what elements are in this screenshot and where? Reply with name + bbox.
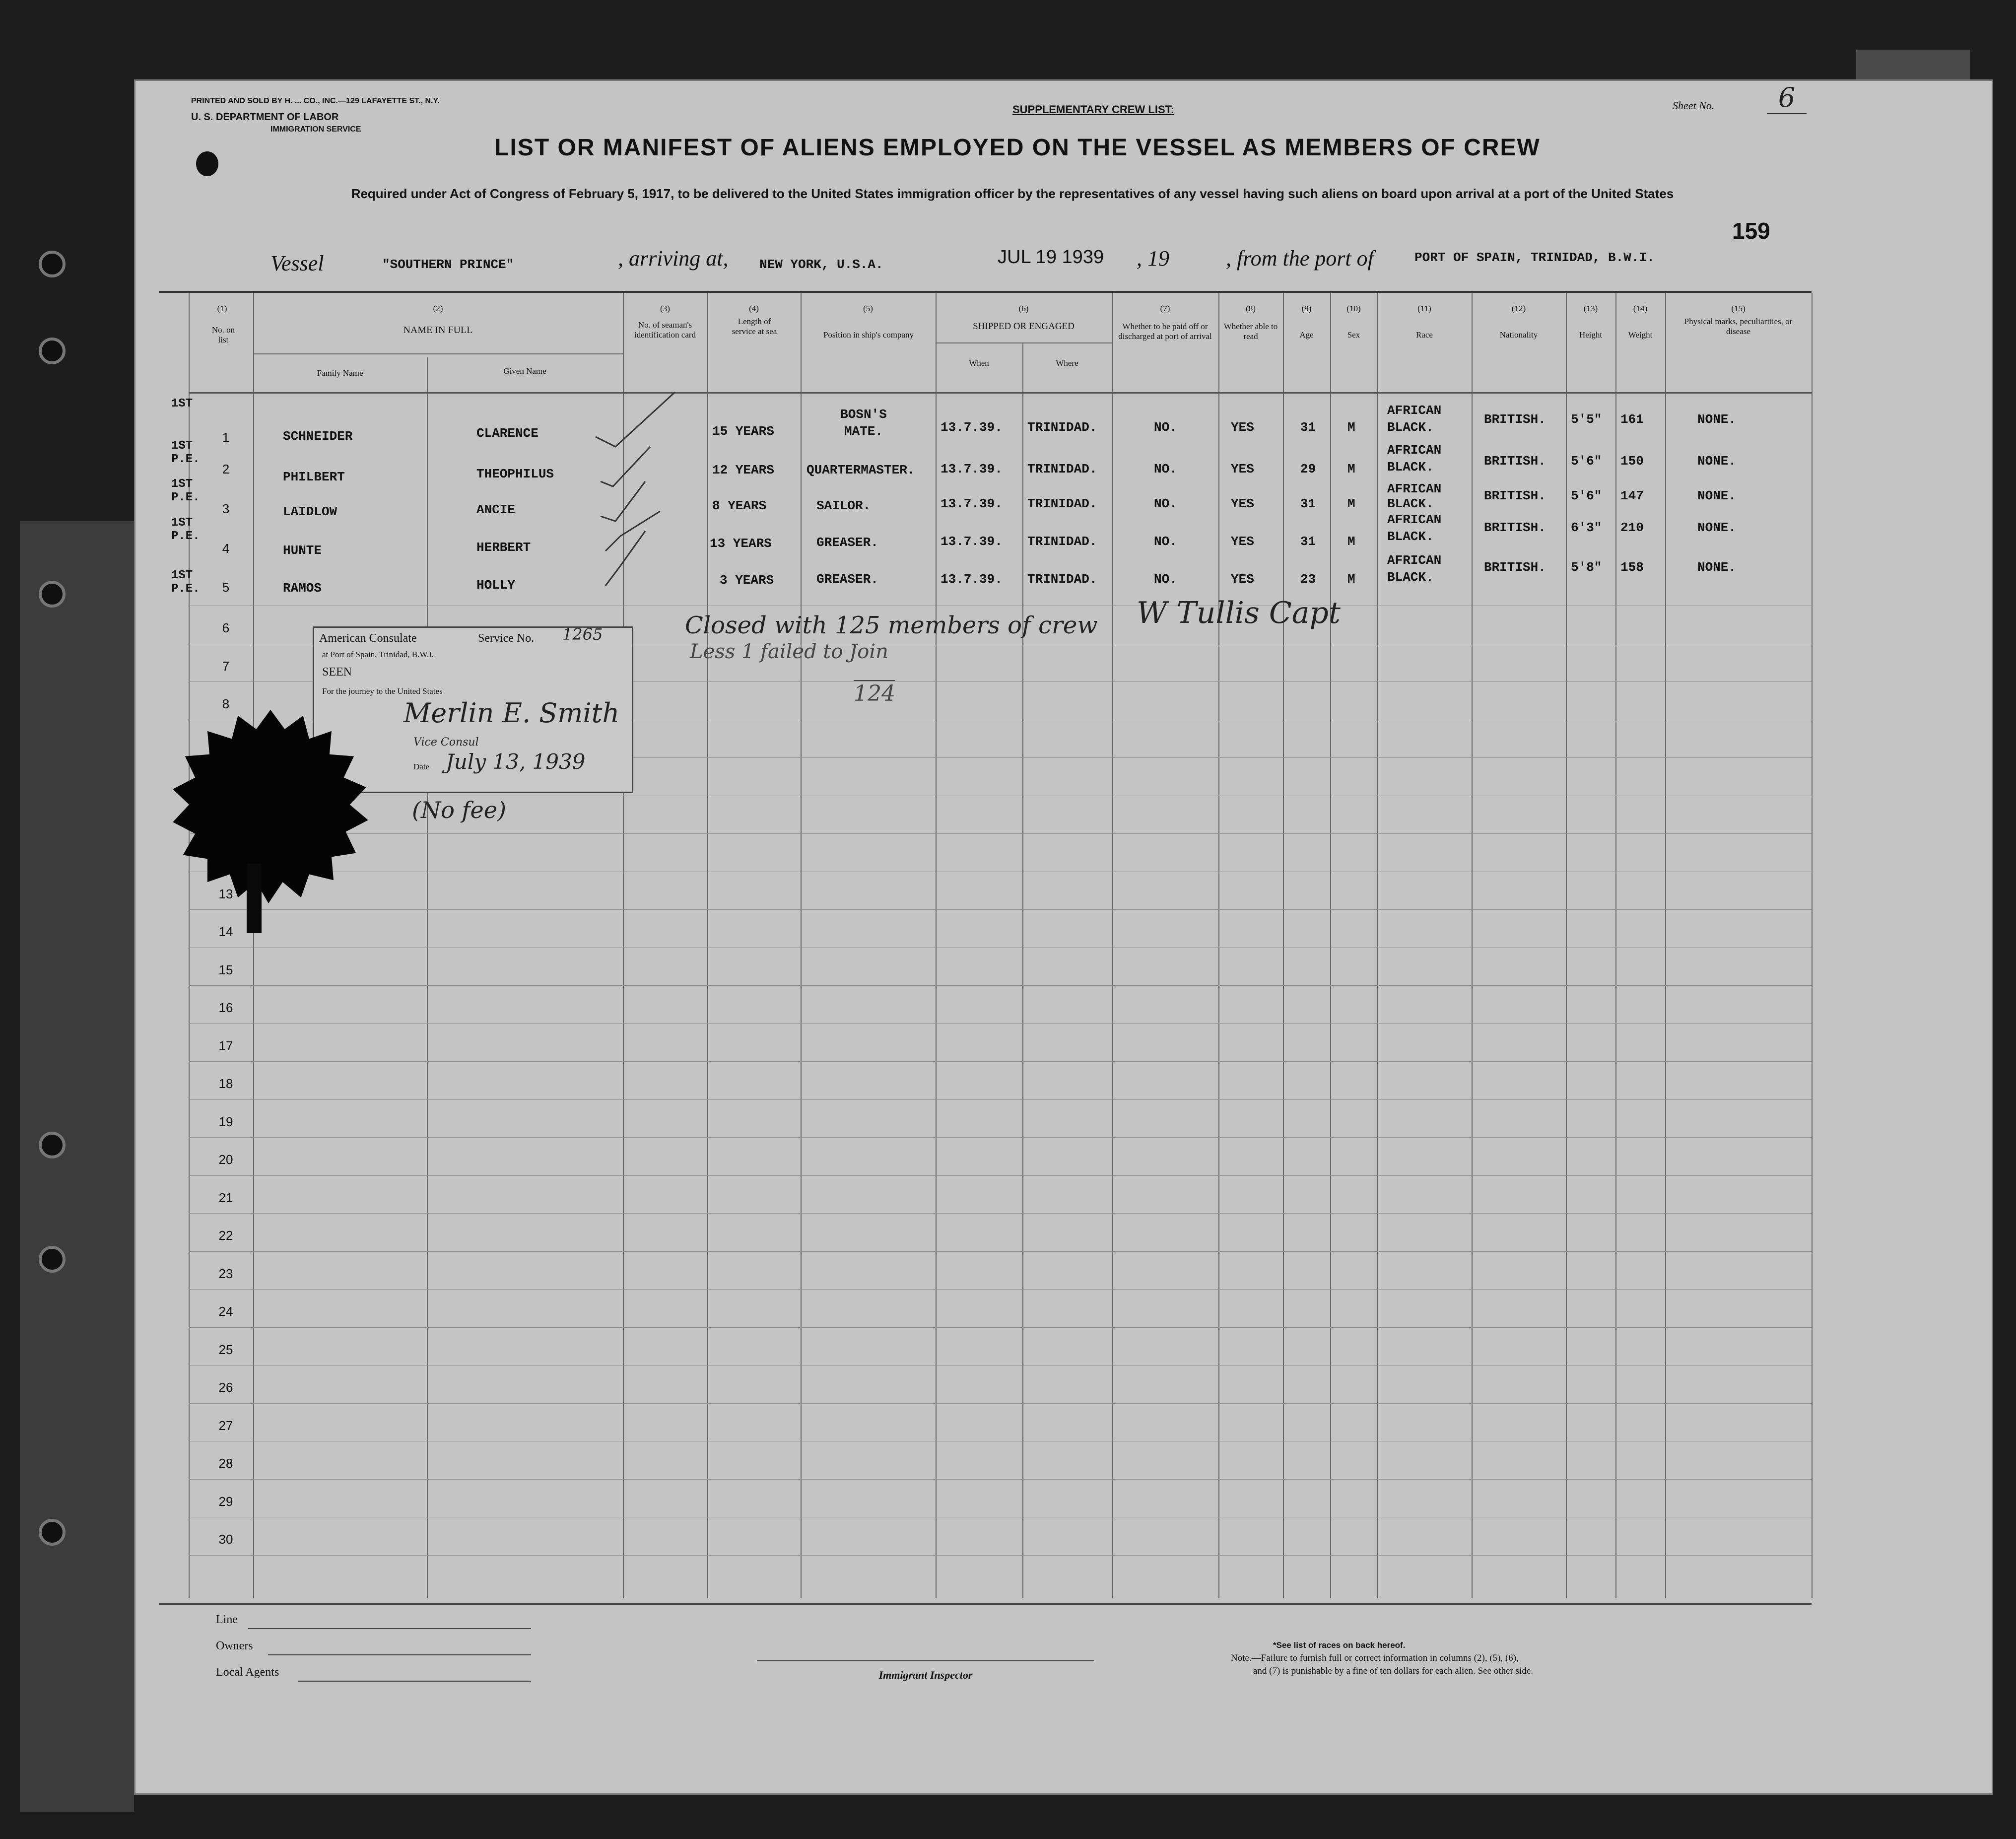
col9-header: Age xyxy=(1299,330,1314,340)
family-name: LAIDLOW xyxy=(283,504,337,519)
ink-blot xyxy=(196,151,218,176)
department-line: U. S. DEPARTMENT OF LABOR xyxy=(191,112,339,123)
vessel-name: "SOUTHERN PRINCE" xyxy=(382,257,514,272)
printer-note: PRINTED AND SOLD BY H. ... CO., INC.—129 LAFAYETTE ST., N.Y. xyxy=(191,97,440,105)
footer-rule xyxy=(159,1603,1812,1605)
col6-header: SHIPPED OR ENGAGED xyxy=(973,321,1075,332)
height: 5'5" xyxy=(1571,412,1602,427)
col4-header: Length of service at sea xyxy=(732,317,777,336)
grid-line xyxy=(1112,293,1113,1598)
grid-line xyxy=(1377,293,1378,1598)
col10-number: (10) xyxy=(1346,304,1361,313)
col7-number: (7) xyxy=(1160,304,1170,313)
given-name: CLARENCE xyxy=(476,426,538,441)
height: 5'6" xyxy=(1571,454,1602,469)
shipped-where: TRINIDAD. xyxy=(1027,572,1097,587)
seal-ribbon xyxy=(247,864,262,933)
binder-hole xyxy=(39,338,66,364)
col1-number: (1) xyxy=(217,304,227,313)
stamp-location: at Port of Spain, Trinidad, B.W.I. xyxy=(322,650,434,659)
no-fee-note: (No fee) xyxy=(412,797,506,823)
row-class: 1ST P.E. xyxy=(171,477,200,504)
row-number: 4 xyxy=(222,541,230,556)
ship-position: GREASER. xyxy=(816,572,878,587)
grid-line xyxy=(1615,293,1616,1598)
grid-line xyxy=(1218,293,1219,1598)
column-header-rule xyxy=(189,392,1812,394)
footer-agents-blank xyxy=(298,1681,531,1682)
consulate-stamp xyxy=(313,626,633,793)
age: 29 xyxy=(1300,462,1316,477)
grid-line xyxy=(936,293,937,1598)
paid-off: NO. xyxy=(1154,420,1177,435)
col6-number: (6) xyxy=(1018,304,1029,313)
footer-owners-label: Owners xyxy=(216,1639,253,1652)
binder-hole xyxy=(39,251,66,277)
row-number: 5 xyxy=(222,580,230,595)
stamp-title: Vice Consul xyxy=(413,736,479,749)
col5-number: (5) xyxy=(863,304,873,313)
family-name: RAMOS xyxy=(283,581,322,596)
stamp-service-number: 1265 xyxy=(562,625,603,644)
race: AFRICAN BLACK. xyxy=(1387,403,1442,435)
where-header: Where xyxy=(1056,358,1078,368)
physical-marks: NONE. xyxy=(1697,488,1737,503)
col14-number: (14) xyxy=(1633,304,1648,313)
row-number: 27 xyxy=(218,1418,233,1433)
sex: M xyxy=(1347,572,1355,587)
height: 5'8" xyxy=(1571,560,1602,575)
service-line: IMMIGRATION SERVICE xyxy=(270,125,361,134)
age: 23 xyxy=(1300,572,1316,587)
shipped-where: TRINIDAD. xyxy=(1027,462,1097,477)
arriving-label: , arriving at, xyxy=(618,246,729,271)
departure-port: PORT OF SPAIN, TRINIDAD, B.W.I. xyxy=(1414,250,1655,265)
when-header: When xyxy=(969,358,989,368)
family-name: SCHNEIDER xyxy=(283,429,353,444)
col15-header: Physical marks, peculiarities, or disease xyxy=(1684,317,1793,336)
shipped-where: TRINIDAD. xyxy=(1027,534,1097,549)
binder-hole xyxy=(39,1246,66,1273)
col10-header: Sex xyxy=(1347,330,1360,340)
footer-line-label: Line xyxy=(216,1613,238,1626)
row-number: 8 xyxy=(222,696,230,711)
manifest-page xyxy=(134,79,1993,1795)
given-name: HERBERT xyxy=(476,540,531,555)
col2-number: (2) xyxy=(433,304,443,313)
less-note: Less 1 failed to Join xyxy=(690,640,888,663)
sex: M xyxy=(1347,420,1355,435)
ruled-line xyxy=(189,1289,1812,1290)
col3-header: No. of seaman's identification card xyxy=(634,320,696,340)
grid-line xyxy=(801,293,802,1598)
service-length: 8 YEARS xyxy=(712,498,767,513)
name-subheader-rule xyxy=(253,353,623,354)
consul-signature: Merlin E. Smith xyxy=(403,697,620,729)
binder-hole xyxy=(39,1132,66,1158)
ruled-line xyxy=(189,985,1812,986)
row-number: 7 xyxy=(222,658,230,674)
ruled-line xyxy=(189,1099,1812,1100)
row-number: 18 xyxy=(218,1076,233,1091)
service-length: 13 YEARS xyxy=(710,536,772,551)
paid-off: NO. xyxy=(1154,534,1177,549)
col11-header: Race xyxy=(1416,330,1433,340)
row-number: 23 xyxy=(218,1266,233,1281)
binder-flap xyxy=(20,521,134,1812)
row-number: 15 xyxy=(218,962,233,977)
row-class: 1ST P.E. xyxy=(171,516,200,543)
service-length: 12 YEARS xyxy=(712,463,774,477)
row-number: 30 xyxy=(218,1532,233,1547)
row-number: 14 xyxy=(218,924,233,939)
shipped-when: 13.7.39. xyxy=(941,462,1003,477)
given-name: ANCIE xyxy=(476,502,516,517)
closed-note: Closed with 125 members of crew xyxy=(685,612,1098,639)
col4-number: (4) xyxy=(749,304,759,313)
row-number: 16 xyxy=(218,1000,233,1015)
row-number: 2 xyxy=(222,462,230,477)
arriving-port: NEW YORK, U.S.A. xyxy=(759,257,883,272)
footer-agents-label: Local Agents xyxy=(216,1666,279,1679)
row-class: 1ST P.E. xyxy=(171,569,200,596)
ruled-line xyxy=(189,1061,1812,1062)
arrival-date: JUL 19 1939 xyxy=(998,247,1104,268)
nationality: BRITISH. xyxy=(1484,560,1546,575)
physical-marks: NONE. xyxy=(1697,560,1737,575)
col12-number: (12) xyxy=(1511,304,1526,313)
ruled-line xyxy=(189,909,1812,910)
row-number: 19 xyxy=(218,1114,233,1129)
physical-marks: NONE. xyxy=(1697,454,1737,469)
grid-line xyxy=(1283,293,1284,1598)
col11-number: (11) xyxy=(1417,304,1431,313)
physical-marks: NONE. xyxy=(1697,520,1737,535)
grid-line xyxy=(1812,293,1813,1598)
inspector-label: Immigrant Inspector xyxy=(878,1669,973,1681)
row-class: 1ST xyxy=(171,397,193,410)
ruled-line xyxy=(189,1137,1812,1138)
row-number: 29 xyxy=(218,1494,233,1509)
row-number: 17 xyxy=(218,1038,233,1053)
family-name: HUNTE xyxy=(283,543,322,558)
ruled-line xyxy=(189,1175,1812,1176)
race: AFRICAN BLACK. xyxy=(1387,553,1442,585)
grid-line xyxy=(1566,293,1567,1598)
grid-line xyxy=(1330,293,1331,1598)
row-number: 13 xyxy=(218,886,233,901)
col13-header: Height xyxy=(1579,330,1603,340)
sex: M xyxy=(1347,496,1355,511)
paid-off: NO. xyxy=(1154,572,1177,587)
col14-header: Weight xyxy=(1628,330,1653,340)
height: 6'3" xyxy=(1571,520,1602,535)
grid-line xyxy=(427,357,428,1598)
col12-header: Nationality xyxy=(1499,330,1538,340)
stamp-seen: SEEN xyxy=(322,666,352,679)
inspector-signature-line xyxy=(757,1660,1094,1661)
stamp-service-label: Service No. xyxy=(478,632,535,645)
weight: 158 xyxy=(1620,560,1644,575)
able-to-read: YES xyxy=(1231,496,1254,511)
row-number: 25 xyxy=(218,1342,233,1357)
ship-position: BOSN'S MATE. xyxy=(840,407,887,439)
family-name: PHILBERT xyxy=(283,470,345,484)
weight: 147 xyxy=(1620,488,1644,503)
ruled-line xyxy=(189,1213,1812,1214)
height: 5'6" xyxy=(1571,488,1602,503)
sex: M xyxy=(1347,462,1355,477)
ruled-line xyxy=(189,833,1812,834)
nationality: BRITISH. xyxy=(1484,412,1546,427)
grid-line xyxy=(253,293,254,1598)
col15-number: (15) xyxy=(1731,304,1746,313)
page-subtitle: Required under Act of Congress of February 5, 1917, to be delivered to the United States immigration officer by the representatives of any vessel having such aliens on board upon arrival at a port of the United States xyxy=(351,186,1674,201)
row-number: 21 xyxy=(218,1190,233,1205)
footer-line-blank xyxy=(248,1628,531,1629)
grid-line xyxy=(707,293,708,1598)
nationality: BRITISH. xyxy=(1484,454,1546,469)
sheet-label: Sheet No. xyxy=(1673,99,1715,112)
given-name: HOLLY xyxy=(476,578,516,593)
col3-number: (3) xyxy=(660,304,670,313)
footer-owners-blank xyxy=(268,1654,531,1655)
ruled-line xyxy=(189,1023,1812,1024)
col1-header: No. on list xyxy=(211,325,235,344)
ruled-line xyxy=(189,1251,1812,1252)
race: AFRICAN BLACK. xyxy=(1387,481,1442,511)
footer-note-line1: Note.—Failure to furnish full or correct information in columns (2), (5), (6), xyxy=(1231,1653,1519,1663)
ship-position: SAILOR. xyxy=(816,498,871,513)
stamp-date: July 13, 1939 xyxy=(446,749,586,774)
stamp-date-label: Date xyxy=(413,762,430,771)
row-number: 28 xyxy=(218,1456,233,1471)
captain-signature: W Tullis Capt xyxy=(1137,596,1341,630)
paid-off: NO. xyxy=(1154,496,1177,511)
ship-position: QUARTERMASTER. xyxy=(806,463,915,477)
binder-hole xyxy=(39,1519,66,1546)
grid-line xyxy=(1665,293,1666,1598)
footer-note-line2: and (7) is punishable by a fine of ten dollars for each alien. See other side. xyxy=(1253,1666,1534,1676)
weight: 161 xyxy=(1620,412,1644,427)
shipped-when: 13.7.39. xyxy=(941,496,1003,511)
col8-header: Whether able to read xyxy=(1223,322,1278,341)
stamp-journey: For the journey to the United States xyxy=(322,686,443,696)
nationality: BRITISH. xyxy=(1484,520,1546,535)
grid-line xyxy=(1472,293,1473,1598)
age: 31 xyxy=(1300,534,1316,549)
page-number: 159 xyxy=(1732,218,1770,244)
footer-note-races: *See list of races on back hereof. xyxy=(1273,1640,1406,1650)
given-name-header: Given Name xyxy=(503,366,546,376)
shipped-where: TRINIDAD. xyxy=(1027,496,1097,511)
shipped-where: TRINIDAD. xyxy=(1027,420,1097,435)
physical-marks: NONE. xyxy=(1697,412,1737,427)
given-name: THEOPHILUS xyxy=(476,467,554,481)
col2-header: NAME IN FULL xyxy=(403,325,473,336)
row-number: 26 xyxy=(218,1380,233,1395)
col5-header: Position in ship's company xyxy=(823,330,914,340)
ship-position: GREASER. xyxy=(816,535,878,550)
sheet-number: 6 xyxy=(1767,82,1807,114)
able-to-read: YES xyxy=(1231,420,1254,435)
shipped-when: 13.7.39. xyxy=(941,534,1003,549)
check-marks xyxy=(586,387,685,586)
shipped-when: 13.7.39. xyxy=(941,572,1003,587)
col8-number: (8) xyxy=(1246,304,1256,313)
sex: M xyxy=(1347,534,1355,549)
row-number: 20 xyxy=(218,1152,233,1167)
paid-off: NO. xyxy=(1154,462,1177,477)
row-number: 3 xyxy=(222,501,230,516)
weight: 150 xyxy=(1620,454,1644,469)
able-to-read: YES xyxy=(1231,534,1254,549)
able-to-read: YES xyxy=(1231,462,1254,477)
shipped-subheader-rule xyxy=(936,342,1112,343)
age: 31 xyxy=(1300,496,1316,511)
binder-hole xyxy=(39,581,66,608)
service-length: 15 YEARS xyxy=(712,424,774,439)
able-to-read: YES xyxy=(1231,572,1254,587)
ruled-line xyxy=(189,1555,1812,1556)
from-label: , from the port of xyxy=(1226,246,1374,271)
shipped-when: 13.7.39. xyxy=(941,420,1003,435)
ruled-line xyxy=(189,1403,1812,1404)
row-class: 1ST P.E. xyxy=(171,439,200,466)
ruled-line xyxy=(189,1327,1812,1328)
weight: 210 xyxy=(1620,520,1644,535)
supplementary-label: SUPPLEMENTARY CREW LIST: xyxy=(1012,103,1174,116)
total-note: 124 xyxy=(854,681,895,706)
row-number: 22 xyxy=(218,1228,233,1243)
row-number: 1 xyxy=(222,430,230,445)
grid-line xyxy=(1022,342,1023,1598)
age: 31 xyxy=(1300,420,1316,435)
nationality: BRITISH. xyxy=(1484,488,1546,503)
race: AFRICAN BLACK. xyxy=(1387,512,1442,544)
year-label: , 19 xyxy=(1137,246,1169,271)
col13-number: (13) xyxy=(1583,304,1598,313)
row-number: 6 xyxy=(222,620,230,635)
race: AFRICAN BLACK. xyxy=(1387,443,1442,475)
col7-header: Whether to be paid off or discharged at port of arrival xyxy=(1118,322,1212,341)
ruled-line xyxy=(189,1479,1812,1480)
page-title: LIST OR MANIFEST OF ALIENS EMPLOYED ON THE VESSEL AS MEMBERS OF CREW xyxy=(494,135,1541,161)
stamp-consulate: American Consulate xyxy=(319,632,417,645)
family-name-header: Family Name xyxy=(317,368,363,378)
service-length: 3 YEARS xyxy=(720,573,774,588)
row-number: 24 xyxy=(218,1304,233,1319)
header-rule xyxy=(159,291,1812,293)
col9-number: (9) xyxy=(1301,304,1312,313)
vessel-label: Vessel xyxy=(270,251,324,275)
